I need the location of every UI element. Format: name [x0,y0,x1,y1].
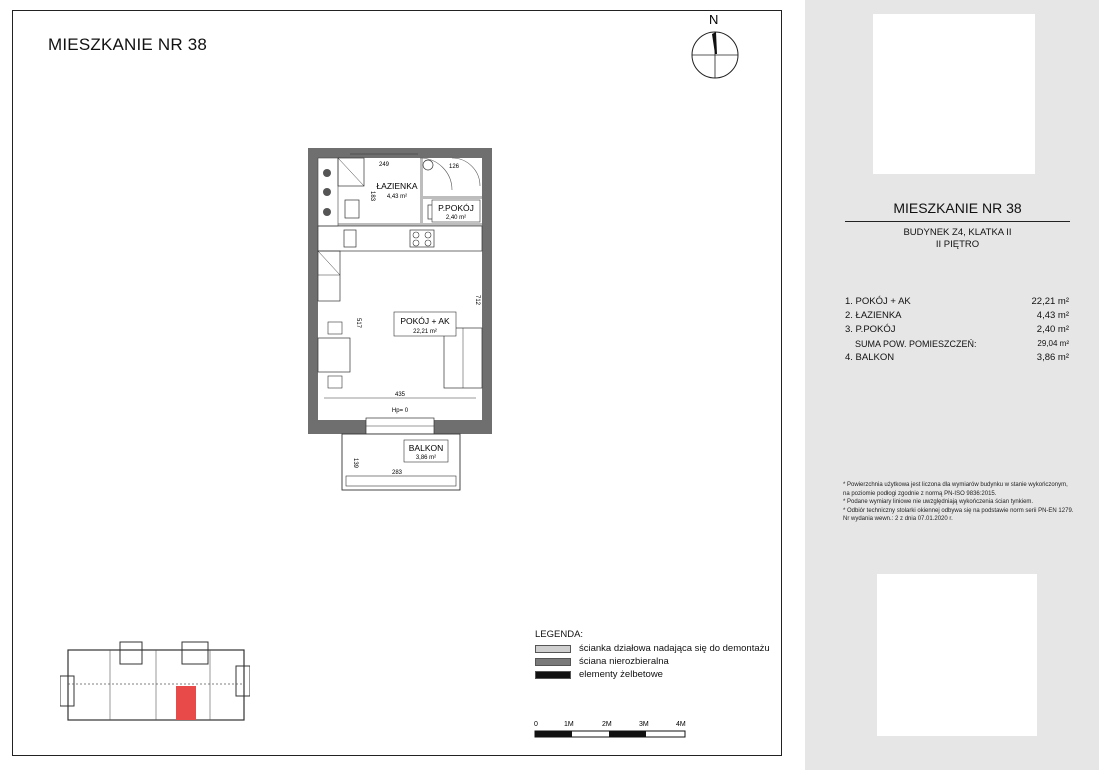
room-area: 2,40 m² [1036,324,1069,335]
room-area-hall: 2,40 m² [445,215,467,221]
dimension-label: 249 [378,162,390,168]
legend-swatch [535,671,571,679]
partition-wall [318,223,482,226]
dimension-label: 712 [474,295,480,306]
legend-item [535,642,770,655]
dimension-label: 517 [355,318,361,329]
room-label-hall: P.POKÓJ [438,203,474,213]
footnote: * Podane wymiary liniowe nie uwzględniają wykończenia ścian tynkiem. [843,499,1034,505]
sum-row [845,337,1069,351]
building-label: BUDYNEK Z4, KLATKA II [903,227,1012,238]
legend-item [535,668,770,681]
level-mark: Hp= 0 [391,408,409,414]
drawing-title: MIESZKANIE NR 38 [48,35,208,54]
key-plan [60,636,250,728]
room-row [845,323,1069,337]
image-placeholder [873,14,1035,174]
scale-label: 3M [639,721,649,728]
balcony-row [845,351,1069,365]
balcony-name: 4. BALKON [845,352,895,363]
dimension-label: 139 [352,458,358,469]
room-list [845,295,1069,365]
room-area: 22,21 m² [1031,296,1069,307]
north-label: N [709,12,719,27]
room-name: 2. ŁAZIENKA [845,310,902,321]
room-name: 3. P.POKÓJ [845,324,896,335]
sum-label: SUMA POW. POMIESZCZEŃ: [855,339,977,349]
room-area-living: 22,21 m² [413,329,437,335]
legend-title: LEGENDA: [535,629,584,640]
room-area-bathroom: 4,43 m² [386,194,408,200]
footnote: * Odbiór techniczny stolarki okiennej odbywa się na podstawie norm serii PN-EN 1279. Nr wydania wewn.: 2 z dnia 07.01.2020 r. [843,507,1074,522]
panel-subtitle [845,227,1070,251]
scale-bar [534,719,686,741]
legend-label: ścianka działowa nadająca się do demontażu [579,643,770,654]
image-placeholder [877,574,1037,736]
dimension-label: 283 [391,470,403,476]
sum-area: 29,04 m² [1037,339,1069,348]
scale-label: 2M [602,721,612,728]
room-area-balcony: 3,86 m² [415,455,437,461]
scale-label: 4M [676,721,686,728]
dimension-label: 183 [369,191,375,202]
room-row [845,295,1069,309]
scale-label: 1M [564,721,574,728]
room-label-living: POKÓJ + AK [400,316,450,326]
legend-swatch [535,658,571,666]
legend-label: elementy żelbetowe [579,669,663,680]
room-label-balcony: BALKON [408,443,444,453]
info-panel [805,0,1099,770]
footnotes [843,481,1075,524]
apartment-highlight [176,686,196,720]
room-name: 1. POKÓJ + AK [845,296,911,307]
floor-plan [300,140,500,500]
legend-label: ściana nierozbieralna [579,656,669,667]
balcony-area: 3,86 m² [1036,352,1069,363]
floor-label: II PIĘTRO [935,239,980,250]
room-area: 4,43 m² [1036,310,1069,321]
legend-item [535,655,770,668]
legend-swatch [535,645,571,653]
north-arrow-icon [690,12,742,82]
dimension-label: 435 [394,392,406,398]
dimension-label: 126 [448,164,460,170]
room-row [845,309,1069,323]
panel-title: MIESZKANIE NR 38 [845,200,1070,222]
room-label-bathroom: ŁAZIENKA [376,181,418,191]
legend [535,628,770,681]
footnote: * Powierzchnia użytkowa jest liczona dla wymiarów budynku w stanie wykończonym, na poziomie podłogi zgodnie z normą PN-ISO 9836:2015. [843,482,1068,497]
scale-label: 0 [534,721,538,728]
